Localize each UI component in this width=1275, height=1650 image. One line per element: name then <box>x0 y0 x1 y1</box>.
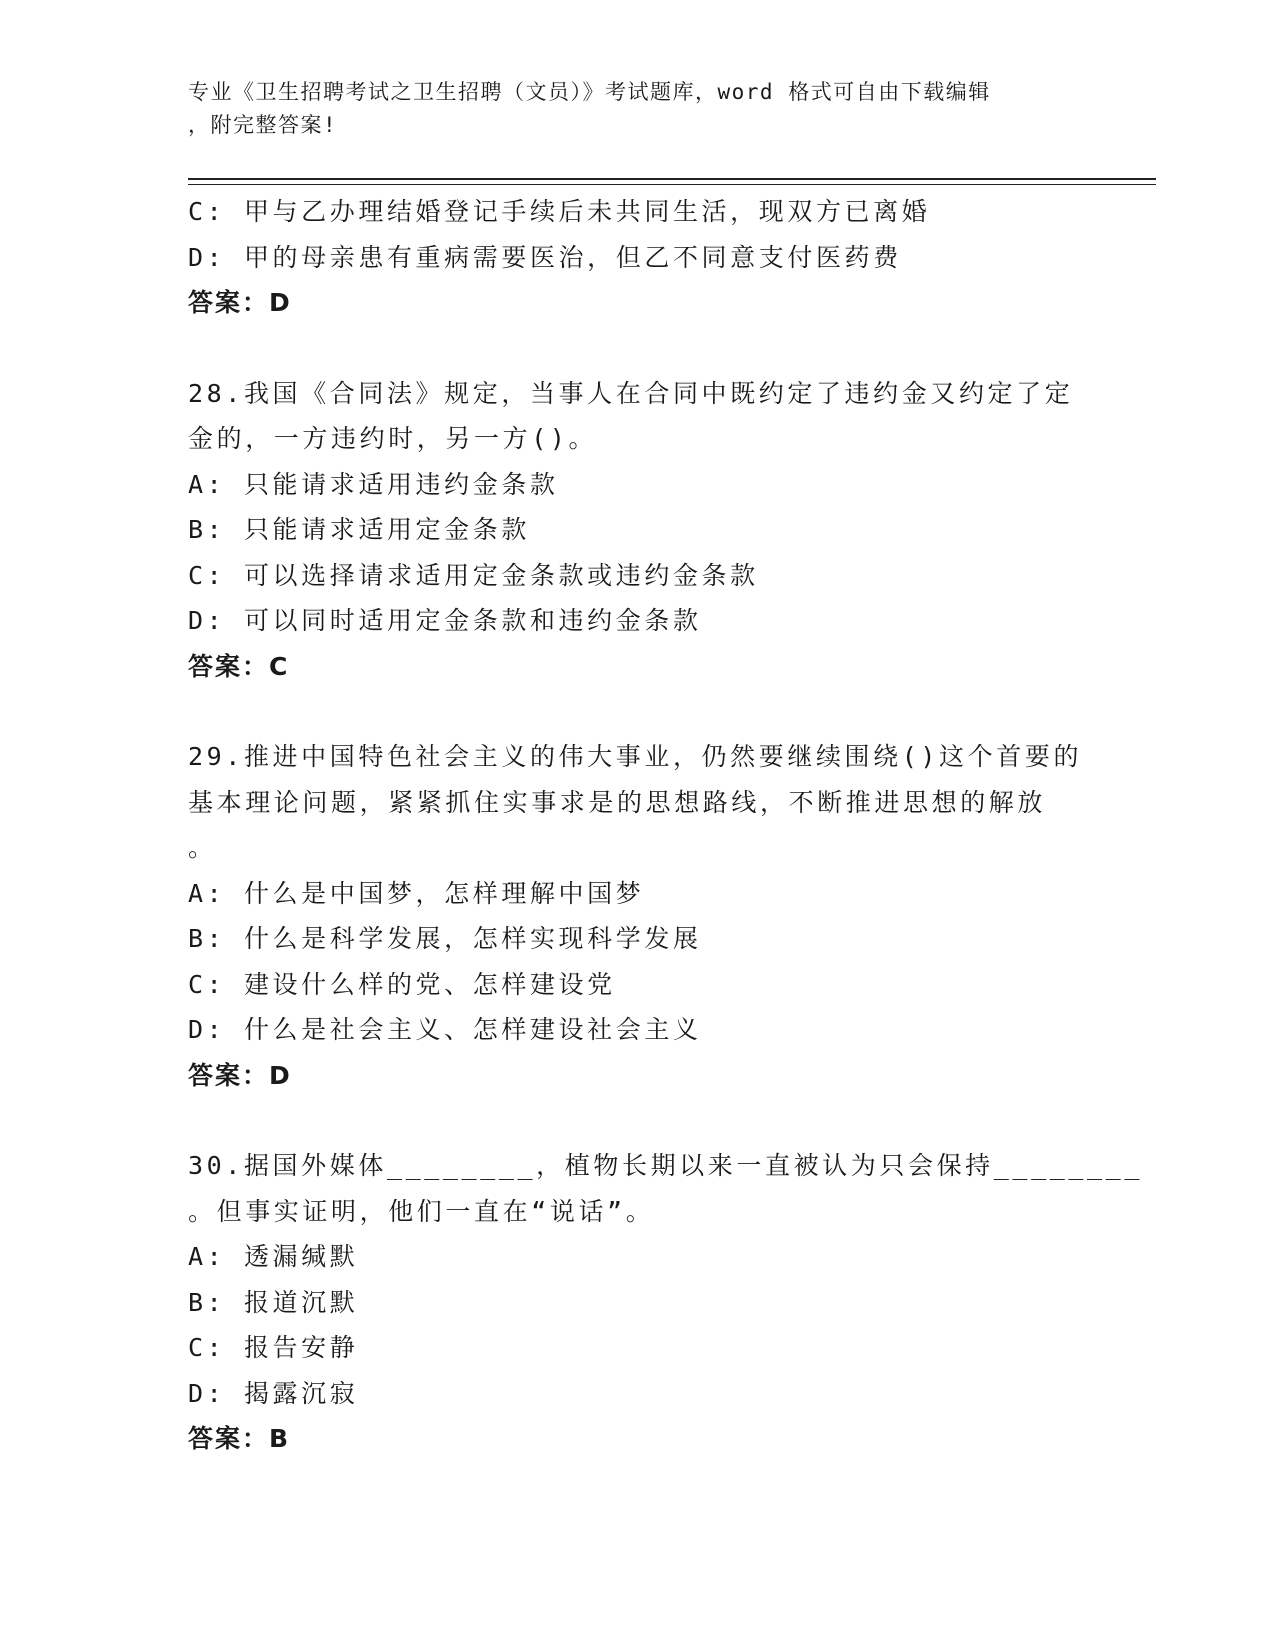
option-a: A: 只能请求适用违约金条款 <box>188 469 559 499</box>
option-c: C: 可以选择请求适用定金条款或违约金条款 <box>188 560 759 590</box>
option-b: B: 报道沉默 <box>188 1287 359 1317</box>
question-stem-end: 。 <box>188 833 217 862</box>
question-stem: 30.据国外媒体________，植物长期以来一直被认为只会保持________ <box>188 1151 1143 1180</box>
question-stem: 29.推进中国特色社会主义的伟大事业，仍然要继续围绕()这个首要的 <box>188 742 1083 771</box>
option-b: B: 只能请求适用定金条款 <box>188 515 530 544</box>
option-a: A: 透漏缄默 <box>188 1242 359 1271</box>
previous-question-tail <box>188 189 1088 326</box>
option-c: C: 建设什么样的党、怎样建设党 <box>188 969 616 999</box>
question-30 <box>188 1143 1143 1462</box>
question-stem-continuation: 金的，一方违约时，另一方()。 <box>188 424 598 453</box>
option-c: C: 甲与乙办理结婚登记手续后未共同生活，现双方已离婚 <box>188 197 931 226</box>
option-d: D: 可以同时适用定金条款和违约金条款 <box>188 606 702 635</box>
header-divider-thin <box>188 184 1156 185</box>
document-body <box>188 189 1143 1462</box>
answer-line: 答案：D <box>188 288 292 317</box>
answer-line: 答案：C <box>188 651 290 681</box>
question-stem: 28.我国《合同法》规定，当事人在合同中既约定了违约金又约定了定 <box>188 378 1074 408</box>
option-d: D: 什么是社会主义、怎样建设社会主义 <box>188 1015 702 1044</box>
question-29 <box>188 734 1088 1098</box>
option-d: D: 甲的母亲患有重病需要医治，但乙不同意支付医药费 <box>188 242 902 272</box>
question-28 <box>188 371 1088 690</box>
header-title-line: 专业《卫生招聘考试之卫生招聘（文员）》考试题库，word 格式可自由下载编辑 <box>188 80 991 104</box>
option-d: D: 揭露沉寂 <box>188 1378 359 1408</box>
header-title-continuation: ，附完整答案! <box>188 113 338 137</box>
answer-line: 答案：D <box>188 1060 292 1090</box>
question-stem-continuation: 基本理论问题，紧紧抓住实事求是的思想路线，不断推进思想的解放 <box>188 787 1047 817</box>
question-stem-continuation: 。但事实证明，他们一直在“说话”。 <box>188 1196 655 1226</box>
option-c: C: 报告安静 <box>188 1333 359 1362</box>
spacer <box>188 689 1088 734</box>
answer-line: 答案：B <box>188 1424 291 1453</box>
spacer <box>188 1098 1088 1143</box>
option-b: B: 什么是科学发展，怎样实现科学发展 <box>188 924 702 953</box>
option-a: A: 什么是中国梦，怎样理解中国梦 <box>188 878 645 908</box>
header-divider-thick <box>188 178 1156 180</box>
document-header <box>188 76 1068 142</box>
spacer <box>188 326 1088 371</box>
